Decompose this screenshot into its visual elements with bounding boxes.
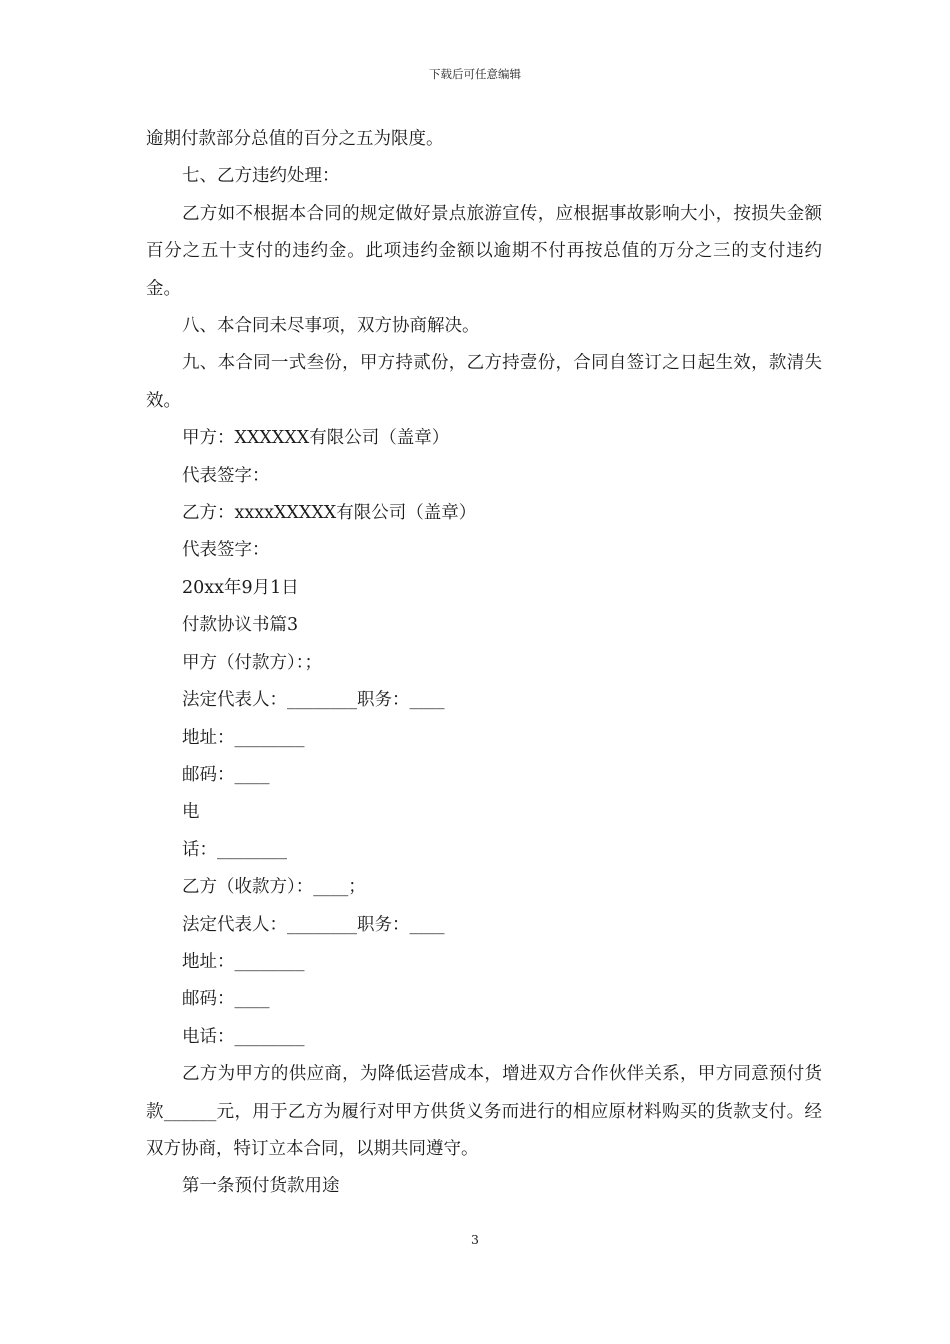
- paragraph: 乙方如不根据本合同的规定做好景点旅游宣传，应根据事故影响大小，按损失金额百分之五十支付的违约金。此项违约金额以逾期不付再按总值的万分之三的支付违约金。: [146, 203, 822, 299]
- paragraph: 八、本合同未尽事项，双方协商解决。: [182, 316, 480, 337]
- paragraph: 代表签字：: [182, 540, 270, 561]
- page-header: 下载后可任意编辑: [429, 67, 521, 81]
- paragraph: 地址：________: [182, 727, 305, 748]
- paragraph: 逾期付款部分总值的百分之五为限度。: [146, 129, 444, 149]
- document-body: [146, 121, 822, 1206]
- paragraph: 话：________: [182, 839, 287, 860]
- paragraph: 20xx年9月1日: [182, 577, 299, 598]
- paragraph: 邮码：____: [182, 764, 270, 785]
- paragraph: 代表签字：: [182, 465, 270, 486]
- paragraph: 电: [182, 802, 200, 823]
- paragraph: 甲方（付款方）：；: [182, 652, 322, 673]
- paragraph: 乙方：xxxxXXXXX有限公司（盖章）: [182, 503, 477, 524]
- paragraph: 法定代表人：________职务：____: [182, 690, 445, 711]
- paragraph: 地址：________: [182, 951, 305, 972]
- paragraph: 乙方为甲方的供应商，为降低运营成本，增进双方合作伙伴关系，甲方同意预付货款______元，用于乙方为履行对甲方供货义务而进行的相应原材料购买的货款支付。经双方协商，特订立本合同，以期共同遵守。: [146, 1064, 822, 1159]
- paragraph: 乙方（收款方）：____；: [182, 877, 366, 898]
- page-number: 3: [471, 1232, 479, 1247]
- paragraph: 甲方：XXXXXX有限公司（盖章）: [182, 428, 450, 449]
- paragraph: 邮码：____: [182, 989, 270, 1010]
- section-heading: 付款协议书篇3: [182, 615, 299, 636]
- section-heading: 第一条预付货款用途: [182, 1176, 340, 1197]
- paragraph: 电话：________: [182, 1026, 305, 1047]
- paragraph: 法定代表人：________职务：____: [182, 914, 445, 935]
- paragraph: 九、本合同一式叁份，甲方持贰份，乙方持壹份，合同自签订之日起生效，款清失效。: [146, 353, 822, 411]
- paragraph: 七、乙方违约处理：: [182, 166, 340, 187]
